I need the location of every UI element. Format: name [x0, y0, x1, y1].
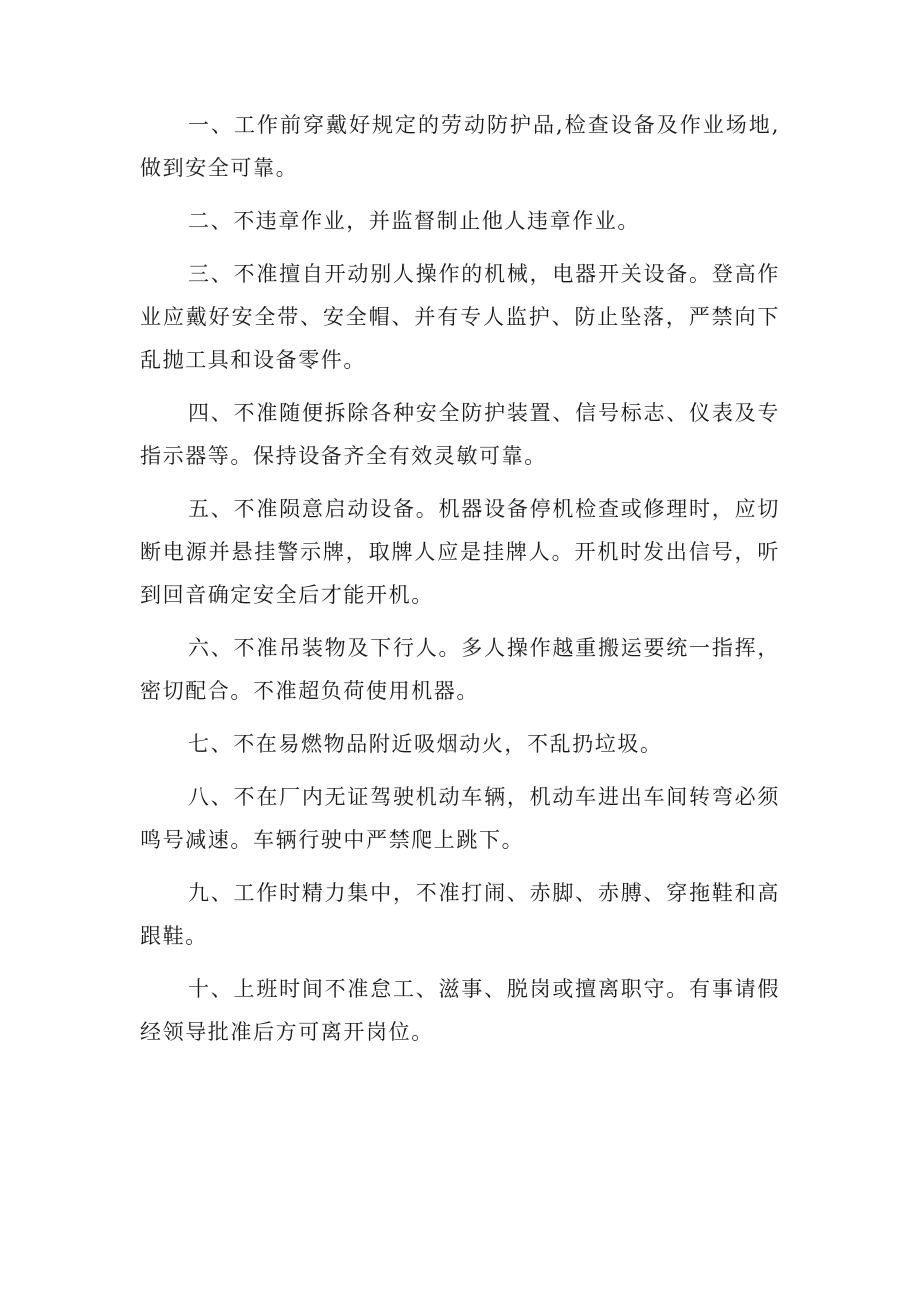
rule-paragraph-8: 八、不在厂内无证驾驶机动车辆，机动车进出车间转弯必须鸣号减速。车辆行驶中严禁爬上跳下。 [140, 785, 780, 852]
rule-paragraph-2: 二、不违章作业，并监督制止他人违章作业。 [188, 209, 640, 233]
rule-paragraph-5: 五、不准陨意启动设备。机器设备停机检查或修理时，应切断电源并悬挂警示牌，取牌人应是挂牌人。开机时发出信号，听到回音确定安全后才能开机。 [140, 497, 780, 607]
rule-paragraph-4: 四、不准随便拆除各种安全防护装置、信号标志、仪表及专指示器等。保持设备齐全有效灵敏可靠。 [140, 401, 780, 468]
rule-paragraph-3: 三、不准擅自开动别人操作的机械，电器开关设备。登高作业应戴好安全带、安全帽、并有专人监护、防止坠落，严禁向下乱抛工具和设备零件。 [140, 262, 780, 372]
rule-paragraph-1: 一、工作前穿戴好规定的劳动防护品,检查设备及作业场地,做到安全可靠。 [140, 113, 780, 180]
rule-paragraph-7: 七、不在易燃物品附近吸烟动火，不乱扔垃圾。 [188, 732, 663, 756]
rules-body [140, 104, 780, 1064]
rule-paragraph-6: 六、不准吊装物及下行人。多人操作越重搬运要统一指挥，密切配合。不准超负荷使用机器。 [140, 636, 780, 703]
rule-paragraph-10: 十、上班时间不准怠工、滋事、脱岗或擅离职守。有事请假经领导批准后方可离开岗位。 [140, 977, 780, 1044]
rule-paragraph-9: 九、工作时精力集中，不准打闹、赤脚、赤膊、穿拖鞋和高跟鞋。 [140, 881, 780, 948]
